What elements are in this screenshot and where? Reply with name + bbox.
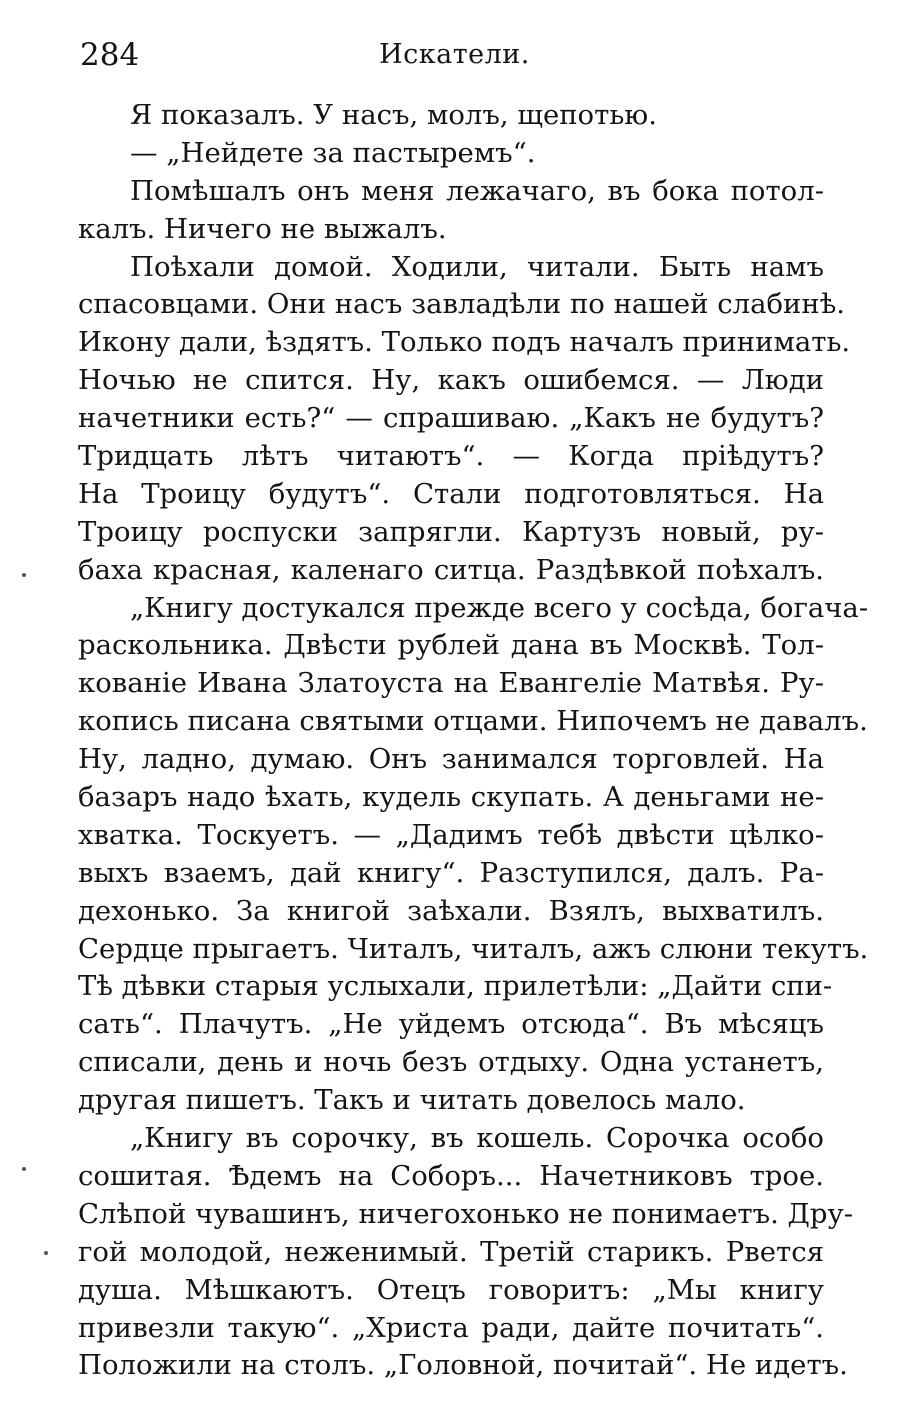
text-line: На Троицу будутъ“. Стали подготовляться. На (78, 477, 824, 510)
text-line: душа. Мѣшкаютъ. Отецъ говоритъ: „Мы книгу (78, 1273, 824, 1306)
text-line: калъ. Ничего не выжалъ. (78, 212, 447, 245)
body-text (78, 97, 869, 1385)
text-line: дехонько. За книгой заѣхали. Взялъ, выхватилъ. (78, 894, 824, 927)
text-line: выхъ взаемъ, дай книгу“. Разступился, далъ. Ра- (78, 856, 824, 889)
margin-speck (22, 1167, 26, 1171)
text-line: другая пишетъ. Такъ и читать довелось мало. (78, 1084, 746, 1117)
text-line: Поѣхали домой. Ходили, читали. Быть намъ (130, 250, 824, 283)
paragraph (78, 590, 869, 1120)
text-line: копись писана святыми отцами. Нипочемъ не давалъ. (78, 705, 868, 738)
text-line: — „Нейдете за пастыремъ“. (130, 136, 536, 169)
text-line: Я показалъ. У насъ, молъ, щепотью. (130, 99, 657, 131)
text-line: баха красная, каленаго ситца. Раздѣвкой поѣхалъ. (78, 553, 824, 586)
paragraph (78, 1120, 853, 1385)
text-line: кованіе Ивана Златоуста на Евангеліе Матвѣя. Ру- (78, 667, 824, 700)
paragraph (78, 249, 851, 590)
text-line: гой молодой, неженимый. Третій старикъ. Рвется (78, 1235, 824, 1268)
text-line: раскольника. Двѣсти рублей дана въ Москвѣ. Тол- (78, 629, 824, 662)
text-line: хватка. Тоскуетъ. — „Дадимъ тебѣ двѣсти цѣлко- (78, 818, 824, 851)
text-line: Ну, ладно, думаю. Онъ занимался торговлей. На (78, 743, 824, 776)
text-line: Ночью не спится. Ну, какъ ошибемся. — Люди (78, 364, 824, 397)
text-line: „Книгу достукался прежде всего у сосѣда, богача- (130, 591, 869, 624)
paragraph (78, 135, 824, 173)
text-line: Икону дали, ѣздятъ. Только подъ началъ принимать. (78, 326, 851, 359)
text-line: начетники есть?“ — спрашиваю. „Какъ не будутъ? (78, 402, 824, 435)
running-title: Искатели. (379, 39, 530, 70)
text-line: сать“. Плачутъ. „Не уйдемъ отсюда“. Въ мѣсяцъ (78, 1008, 824, 1041)
paragraph (78, 173, 824, 249)
text-line: Тѣ дѣвки старыя услыхали, прилетѣли: „Дайти спи- (78, 970, 833, 1003)
text-line: Тридцать лѣтъ читаютъ“. — Когда пріѣдутъ? (78, 440, 824, 473)
margin-speck (44, 1251, 48, 1255)
text-line: „Книгу въ сорочку, въ кошель. Сорочка особо (130, 1122, 824, 1155)
text-line: спасовцами. Они насъ завладѣли по нашей слабинѣ. (78, 288, 846, 321)
text-line: Сердце прыгаетъ. Читалъ, читалъ, ажъ слюни текутъ. (78, 932, 869, 965)
text-line: списали, день и ночь безъ отдыху. Одна устанетъ, (78, 1046, 824, 1079)
page-number: 284 (80, 37, 140, 73)
text-line: Слѣпой чувашинъ, ничегохонько не понимаетъ. Дру- (78, 1197, 853, 1230)
text-line: привезли такую“. „Христа ради, дайте почитать“. (78, 1311, 824, 1344)
margin-speck (22, 573, 26, 577)
text-line: Помѣшалъ онъ меня лежачаго, въ бока потол- (130, 174, 824, 207)
paragraph (78, 97, 824, 135)
text-line: базаръ надо ѣхать, кудель скупать. А деньгами не- (78, 781, 824, 814)
text-line: Троицу роспуски запрягли. Картузъ новый, ру- (78, 515, 824, 548)
text-line: Положили на столъ. „Головной, почитай“. Не идетъ. (78, 1349, 848, 1382)
text-line: сошитая. Ѣдемъ на Соборъ... Начетниковъ трое. (78, 1159, 824, 1192)
